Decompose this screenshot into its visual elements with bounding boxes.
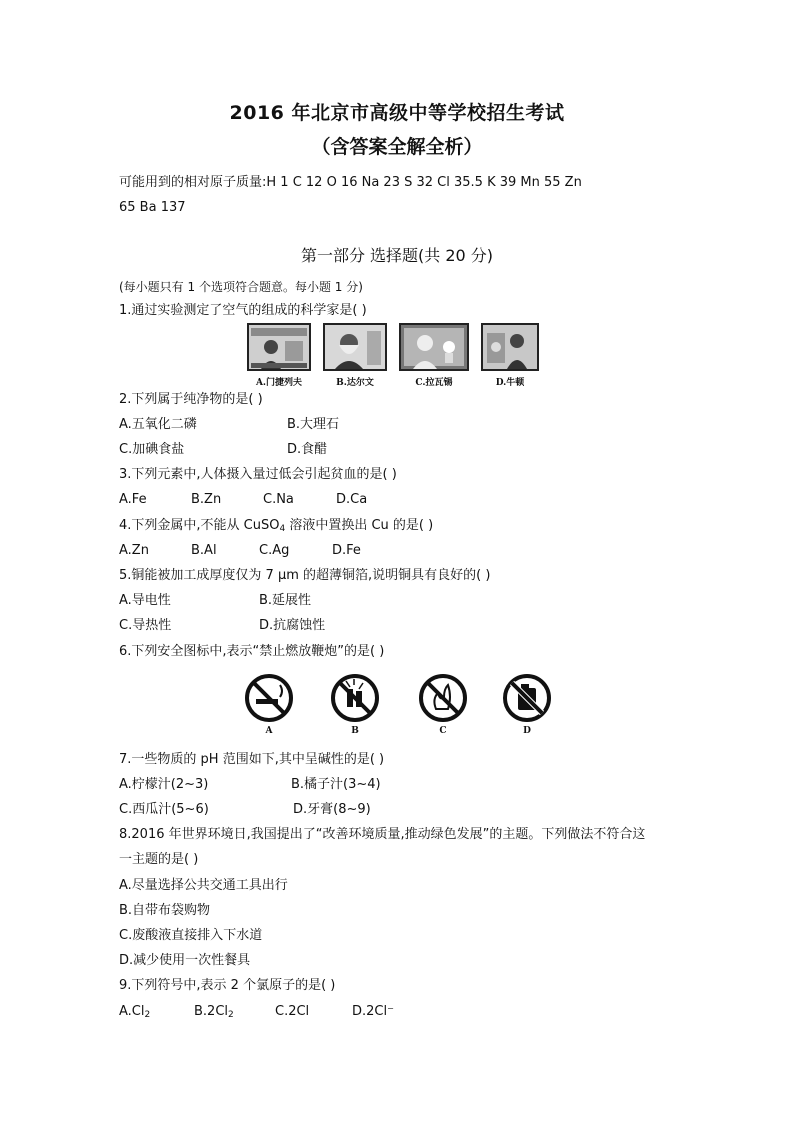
question-3-option-a: A.Fe (119, 492, 147, 507)
safety-signs (244, 673, 564, 739)
question-8-option-c: C.废酸液直接排入下水道 (119, 928, 263, 943)
question-4-stem-before: 4.下列金属中,不能从 CuSO (119, 518, 280, 533)
no-open-flame-sign-icon (418, 673, 468, 723)
no-smoking-sign-icon (244, 673, 294, 723)
stamp-darwin-image (323, 323, 387, 371)
stamp-caption-c: C.拉瓦锡 (415, 378, 453, 388)
question-9-stem: 9.下列符号中,表示 2 个氯原子的是( ) (119, 978, 336, 993)
question-5-stem: 5.铜能被加工成厚度仅为 7 μm 的超薄铜箔,说明铜具有良好的( ) (119, 568, 491, 583)
question-9-option-d: D.2Cl⁻ (352, 1004, 394, 1019)
question-7-option-a: A.柠檬汁(2~3) (119, 777, 209, 792)
question-5-option-b: B.延展性 (259, 593, 312, 608)
atomic-masses-line-1: 可能用到的相对原子质量:H 1 C 12 O 16 Na 23 S 32 Cl 35.5 K 39 Mn 55 Zn (119, 175, 582, 190)
question-9-option-b-subscript: 2 (228, 1010, 234, 1020)
question-7-stem: 7.一些物质的 pH 范围如下,其中呈碱性的是( ) (119, 752, 385, 767)
question-9-option-b (194, 1003, 234, 1024)
stamp-lavoisier-image (399, 323, 469, 371)
question-5-option-c: C.导热性 (119, 618, 172, 633)
question-2-stem: 2.下列属于纯净物的是( ) (119, 392, 263, 407)
question-9-option-a (119, 1003, 150, 1024)
question-6-stem: 6.下列安全图标中,表示“禁止燃放鞭炮”的是( ) (119, 644, 385, 659)
question-4-option-a: A.Zn (119, 543, 149, 558)
question-8-option-a: A.尽量选择公共交通工具出行 (119, 878, 288, 893)
section-title: 第一部分 选择题(共 20 分) (300, 246, 494, 265)
question-4-stem (119, 517, 433, 538)
stamp-mendeleev-image (247, 323, 311, 371)
question-8-stem-line-1: 8.2016 年世界环境日,我国提出了“改善环境质量,推动绿色发展”的主题。下列做法不符合这 (119, 827, 646, 842)
scientist-stamps (247, 323, 537, 387)
question-4-option-d: D.Fe (332, 543, 361, 558)
question-4-option-c: C.Ag (259, 543, 290, 558)
question-4-stem-subscript: 4 (279, 524, 286, 534)
stamp-caption-b: B.达尔文 (336, 378, 374, 388)
atomic-masses-line-2: 65 Ba 137 (119, 200, 186, 215)
sign-caption-b: B (351, 726, 359, 736)
question-3-option-d: D.Ca (336, 492, 368, 507)
question-4-option-b: B.Al (191, 543, 217, 558)
stamp-newton-image (481, 323, 539, 371)
question-4-stem-after: 溶液中置换出 Cu 的是( ) (285, 518, 434, 533)
question-9-option-a-subscript: 2 (144, 1010, 151, 1020)
no-flammables-sign-icon (502, 673, 552, 723)
sign-caption-a: A (265, 726, 273, 736)
stamp-caption-d: D.牛顿 (495, 378, 525, 388)
question-7-option-d: D.牙膏(8~9) (293, 802, 371, 817)
sign-caption-d: D (523, 726, 531, 736)
section-note: (每小题只有 1 个选项符合题意。每小题 1 分) (119, 280, 363, 294)
question-3-option-b: B.Zn (191, 492, 222, 507)
no-firecrackers-sign-icon (330, 673, 380, 723)
sign-caption-c: C (439, 726, 447, 736)
question-9-option-c: C.2Cl (275, 1004, 310, 1019)
exam-title: 2016 年北京市高级中等学校招生考试 (229, 102, 565, 124)
question-5-option-a: A.导电性 (119, 593, 171, 608)
question-9-option-a-main: A.Cl (119, 1004, 145, 1019)
question-7-option-b: B.橘子汁(3~4) (291, 777, 381, 792)
question-7-option-c: C.西瓜汁(5~6) (119, 802, 209, 817)
stamp-caption-a: A.门捷列夫 (255, 378, 303, 388)
exam-subtitle: （含答案全解全析） (311, 136, 483, 158)
question-1-stem: 1.通过实验测定了空气的组成的科学家是( ) (119, 303, 367, 318)
question-3-option-c: C.Na (263, 492, 294, 507)
question-5-option-d: D.抗腐蚀性 (259, 618, 326, 633)
question-8-stem-line-2: 一主题的是( ) (119, 852, 199, 867)
question-2-option-c: C.加碘食盐 (119, 442, 185, 457)
question-2-option-b: B.大理石 (287, 417, 340, 432)
question-9-option-b-main: B.2Cl (194, 1004, 229, 1019)
question-3-stem: 3.下列元素中,人体摄入量过低会引起贫血的是( ) (119, 467, 397, 482)
question-8-option-d: D.减少使用一次性餐具 (119, 953, 251, 968)
question-2-option-d: D.食醋 (287, 442, 328, 457)
question-8-option-b: B.自带布袋购物 (119, 903, 211, 918)
question-2-option-a: A.五氧化二磷 (119, 417, 197, 432)
